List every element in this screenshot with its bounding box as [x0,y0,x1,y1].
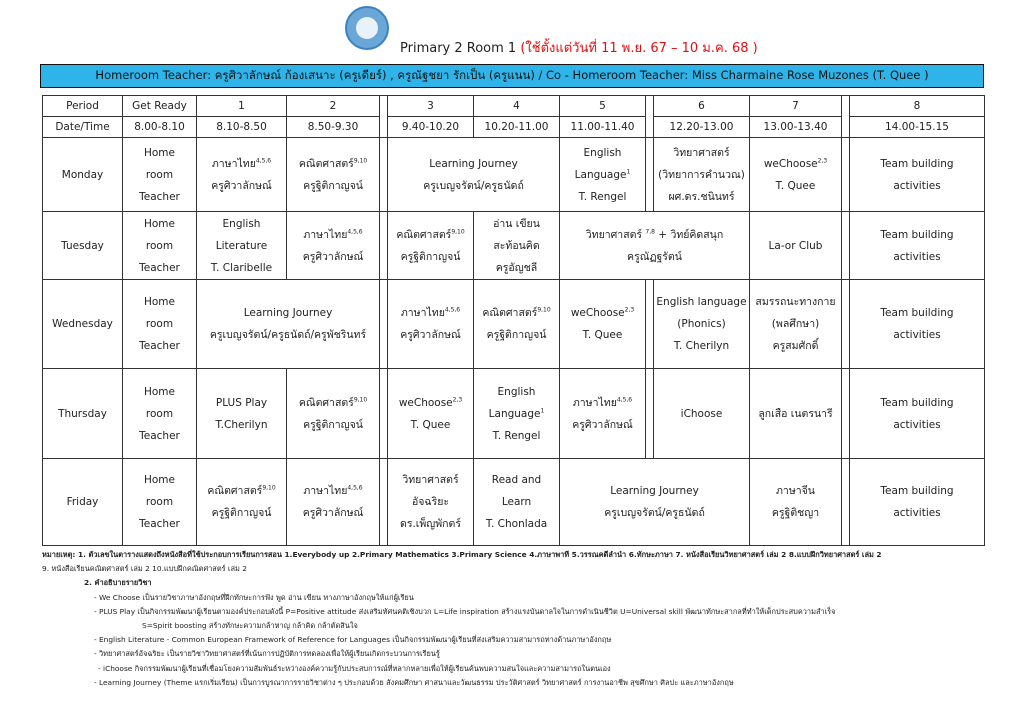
day-label: Thursday [43,369,123,459]
day-label: Tuesday [43,212,123,280]
day-label: Wednesday [43,280,123,369]
subject-cell: ภาษาไทย$^{4,5,6}$ ครูศิวาลักษณ์ [287,212,380,280]
note-line: - Learning Journey (Theme แรกเริ่มเรียน) เป็นการบูรณาการรายวิชาต่าง ๆ ประกอบด้วย สังคมศึกษา ศาสนาและวัฒนธรรม ประวัติศาสตร์ วิทยาศาสตร์ การงานอาชีพ สุขศึกษา ศิลปะ และภาษาอังกฤษ [94,677,734,687]
break-cell [842,369,850,459]
note-line: หมายเหตุ: 1. ตัวเลขในตารางแสดงถึงหนังสือที่ใช้ประกอบการเรียนการสอน 1.Everybody up 2.Primary Mathematics 3.Primary Science 4.ภาษาพาที 5.วรรณคดีลำนำ 6.ทักษะภาษา 7. หนังสือเรียนวิทยาศาสตร์ เล่ม 2 8.แบบฝึกวิทยาศาสตร์ เล่ม 2 [42,550,882,559]
subject-cell: Read and Learn T. Chonlada [474,459,560,546]
subject-cell: ภาษาไทย$^{4,5,6}$ ครูศิวาลักษณ์ [197,138,287,212]
note-line: 2. คำอธิบายรายวิชา [84,578,152,588]
lunch-cell [646,369,654,459]
time-cell: 8.10-8.50 [197,117,287,138]
homeroom-cell: Home room Teacher [123,138,197,212]
lunch-column [646,96,654,138]
subject-cell: English Language$^1$ T. Rengel [474,369,560,459]
time-cell: 12.20-13.00 [654,117,750,138]
period-header: 1 [197,96,287,117]
subject-cell: ภาษาไทย$^{4,5,6}$ ครูศิวาลักษณ์ [287,459,380,546]
day-label: Monday [43,138,123,212]
note-line: - PLUS Play เป็นกิจกรรมพัฒนาผู้เรียนตามองค์ประกอบดังนี้ P=Positive attitude ส่งเสริมทัศนคติเชิงบวก L=Life inspiration สร้างแรงบันดาลใจในการดำเนินชีวิต U=Universal skill พัฒนาทักษะสากลที่ทำให้เด็กประสบความสำเร็จ [94,606,836,616]
note-line: 9. หนังสือเรียนคณิตศาสตร์ เล่ม 2 10.แบบฝึกคณิตศาสตร์ เล่ม 2 [42,564,247,574]
homeroom-cell: Home room Teacher [123,212,197,280]
period-header: 4 [474,96,560,117]
break-column [380,96,388,138]
subject-cell: วิทยาศาสตร์ (วิทยาการคำนวณ) ผศ.ดร.ชนินทร์ [654,138,750,212]
team-building-cell: Team building activities [850,369,985,459]
note-line: - วิทยาศาสตร์อัจฉริยะ เป็นรายวิชาวิทยาศาสตร์ที่เน้นการปฏิบัติการทดลองเพื่อให้ผู้เรียนเกิดกระบวนการเรียนรู้ [94,649,440,659]
day-row-monday [43,138,985,212]
time-cell: 10.20-11.00 [474,117,560,138]
break-cell [380,138,388,212]
subject-cell: คณิตศาสตร์$^{9,10}$ ครูฐิติกาญจน์ [388,212,474,280]
homeroom-banner: Homeroom Teacher: ครูศิวาลักษณ์ ก้องเสนาะ (ครูเดียร์) , ครูณัฐชยา รักเป็น (ครูแนน) / Co - Homeroom Teacher: Miss Charmaine Rose Muzones (T. Quee ) [40,64,984,88]
homeroom-cell: Home room Teacher [123,369,197,459]
subject-cell: อ่าน เขียน สะท้อนคิด ครูอัญชลี [474,212,560,280]
time-cell: 8.50-9.30 [287,117,380,138]
subject-cell: Learning Journey ครูเบญจรัตน์/ครูธนัดถ์/ครูพัชรินทร์ [197,280,380,369]
break-cell [842,138,850,212]
team-building-cell: Team building activities [850,459,985,546]
subject-cell: คณิตศาสตร์$^{9,10}$ ครูฐิติกาญจน์ [287,138,380,212]
subject-cell: PLUS Play T.Cherilyn [197,369,287,459]
subject-cell: weChoose$^{2,3}$ T. Quee [560,280,646,369]
homeroom-cell: Home room Teacher [123,280,197,369]
time-cell: 8.00-8.10 [123,117,197,138]
subject-cell: ภาษาไทย$^{4,5,6}$ ครูศิวาลักษณ์ [560,369,646,459]
subject-cell: ภาษาไทย$^{4,5,6}$ ครูศิวาลักษณ์ [388,280,474,369]
subject-cell: iChoose [654,369,750,459]
break-column [842,96,850,138]
period-header: 7 [750,96,842,117]
subject-cell: ลูกเสือ เนตรนารี [750,369,842,459]
note-line: S=Spirit boosting สร้างทักษะความกล้าหาญ กล้าคิด กล้าตัดสินใจ [142,621,358,631]
team-building-cell: Team building activities [850,138,985,212]
break-cell [842,459,850,546]
notes-section [42,548,1002,690]
subject-cell: La-or Club [750,212,842,280]
subject-cell: คณิตศาสตร์$^{9,10}$ ครูฐิติกาญจน์ [287,369,380,459]
period-label: Period [43,96,123,117]
time-cell: 14.00-15.15 [850,117,985,138]
lunch-cell [646,138,654,212]
lunch-cell [646,280,654,369]
team-building-cell: Team building activities [850,280,985,369]
period-header: 2 [287,96,380,117]
subject-cell: วิทยาศาสตร์ $^{7,8}$ + วิทย์คิดสนุก ครูณัฏฐรัตน์ [560,212,750,280]
period-header: 8 [850,96,985,117]
break-cell [380,212,388,280]
time-cell: 11.00-11.40 [560,117,646,138]
subject-cell: คณิตศาสตร์$^{9,10}$ ครูฐิติกาญจน์ [474,280,560,369]
break-cell [842,212,850,280]
time-cell: 13.00-13.40 [750,117,842,138]
note-line: - English Literature - Common European Framework of Reference for Languages เป็นกิจกรรมพัฒนาผู้เรียนที่ส่งเสริมความสามารถทางด้านภาษาอังกฤษ [94,635,612,645]
subject-cell: weChoose$^{2,3}$ T. Quee [750,138,842,212]
subject-cell: วิทยาศาสตร์ อัจฉริยะ ดร.เพ็ญพักตร์ [388,459,474,546]
subject-cell: คณิตศาสตร์$^{9,10}$ ครูฐิติกาญจน์ [197,459,287,546]
timetable [42,95,985,546]
time-cell: 9.40-10.20 [388,117,474,138]
datetime-label: Date/Time [43,117,123,138]
subject-cell: ภาษาจีน ครูฐิติชญา [750,459,842,546]
homeroom-cell: Home room Teacher [123,459,197,546]
break-cell [842,280,850,369]
note-line: - iChoose กิจกรรมพัฒนาผู้เรียนที่เชื่อมโยงความสัมพันธ์ระหว่างองค์ความรู้กับประสบการณ์ที่หลากหลายเพื่อให้ผู้เรียนค้นพบความสนใจและความสามารถในตนเอง [98,663,611,673]
team-building-cell: Team building activities [850,212,985,280]
period-row [43,96,985,117]
break-cell [380,459,388,546]
subject-cell: สมรรถนะทางกาย (พลศึกษา) ครูสมศักดิ์ [750,280,842,369]
subject-cell: weChoose$^{2,3}$ T. Quee [388,369,474,459]
break-cell [380,369,388,459]
subject-cell: English Literature T. Claribelle [197,212,287,280]
title-period: (ใช้ตั้งแต่วันที่ 11 พ.ย. 67 – 10 ม.ค. 68 ) [520,41,758,56]
page-title: Primary 2 Room 1 (ใช้ตั้งแต่วันที่ 11 พ.ย. 67 – 10 ม.ค. 68 ) [400,41,758,56]
subject-cell: English language (Phonics) T. Cherilyn [654,280,750,369]
subject-cell: English Language$^1$ T. Rengel [560,138,646,212]
subject-cell: Learning Journey ครูเบญจรัตน์/ครูธนัดถ์ [388,138,560,212]
day-row-friday [43,459,985,546]
day-row-wednesday [43,280,985,369]
period-header: Get Ready [123,96,197,117]
break-cell [380,280,388,369]
period-header: 6 [654,96,750,117]
school-logo [345,6,389,50]
day-row-tuesday [43,212,985,280]
period-header: 5 [560,96,646,117]
subject-cell: Learning Journey ครูเบญจรัตน์/ครูธนัดถ์ [560,459,750,546]
day-label: Friday [43,459,123,546]
day-row-thursday [43,369,985,459]
note-line: - We Choose เป็นรายวิชาภาษาอังกฤษที่ฝึกทักษะการฟัง พูด อ่าน เขียน ทางภาษาอังกฤษให้แก่ผู้เรียน [94,592,414,602]
period-header: 3 [388,96,474,117]
